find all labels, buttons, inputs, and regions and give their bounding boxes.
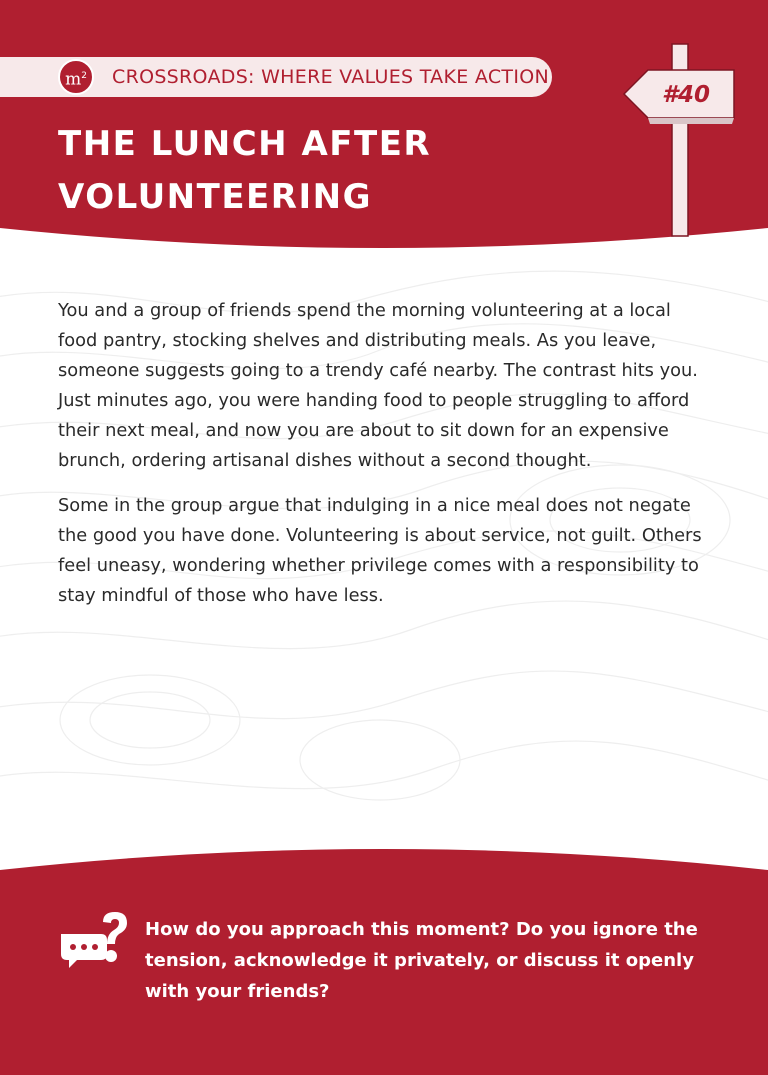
series-label: CROSSROADS: WHERE VALUES TAKE ACTION	[112, 66, 549, 88]
card-title: THE LUNCH AFTER VOLUNTEERING	[58, 124, 432, 217]
scenario-paragraph: You and a group of friends spend the morning volunteering at a local food pantry, stocking shelves and distributing meals. As you leave, someone suggests going to a trendy café nearby. The contrast hits you. Just minutes ago, you were handing food to people struggling to afford their next meal, and now you are about to sit down for an expensive brunch, ordering artisanal dishes without a second thought.	[58, 300, 698, 471]
logo-letter: m	[65, 69, 82, 90]
signpost-icon	[620, 40, 740, 240]
scenario-paragraph: Some in the group argue that indulging in a nice meal does not negate the good you have done. Volunteering is about service, not guilt. Others feel uneasy, wondering whether privilege comes with a responsibility to stay mindful of those who have less.	[58, 495, 702, 606]
card-number: #40	[661, 82, 710, 108]
logo-superscript: 2	[81, 71, 87, 81]
speech-bubble-question-icon	[57, 912, 131, 978]
reflection-question: How do you approach this moment? Do you ignore the tension, acknowledge it privately, or discuss it openly with your friends?	[145, 919, 698, 1002]
m2-logo	[58, 59, 94, 95]
scenario-text	[58, 296, 712, 626]
